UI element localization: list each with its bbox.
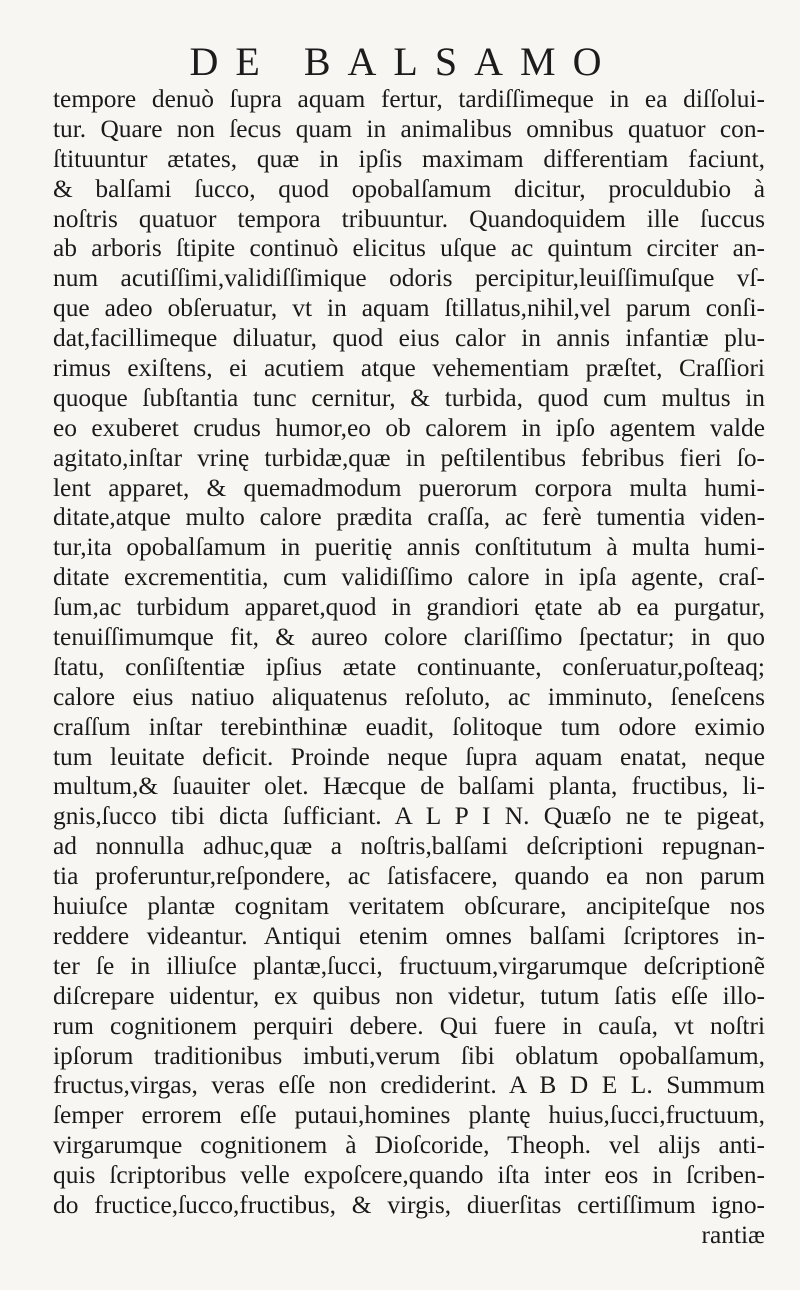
text-line: virgarumque cognitionem à Dioſcoride, Theoph. vel alijs anti- [53, 1131, 765, 1160]
text-line: ter ſe in illiuſce plantæ,ſucci, fructuum,virgarumque deſcriptionẽ [53, 951, 765, 980]
text-line: eo exuberet crudus humor,eo ob calorem in ipſo agentem valde [53, 413, 765, 442]
text-line: que adeo obſeruatur, vt in aquam ſtillatus,nihil,vel parum conſi- [53, 294, 765, 323]
text-line: quis ſcriptoribus velle expoſcere,quando iſta inter eos in ſcriben- [53, 1161, 765, 1190]
text-line: ab arboris ſtipite continuò elicitus uſque ac quintum circiter an- [53, 234, 765, 263]
text-line: ad nonnulla adhuc,quæ a noſtris,balſami deſcriptioni repugnan- [53, 832, 765, 861]
text-line: ditate excrementitia, cum validiſſimo calore in ipſa agente, craſ- [53, 563, 765, 592]
text-line: quoque ſubſtantia tunc cernitur, & turbida, quod cum multus in [53, 383, 765, 412]
text-line: & balſami ſucco, quod opobalſamum dicitur, proculdubio à [53, 174, 765, 203]
text-line: ditate,atque multo calore prædita craſſa, ac ferè tumentia viden- [53, 503, 765, 532]
text-line: gnis,ſucco tibi dicta ſufficiant. A L P I N. Quæſo ne te pigeat, [53, 802, 765, 831]
text-line: reddere videantur. Antiqui etenim omnes balſami ſcriptores in- [53, 921, 765, 950]
text-line: calore eius natiuo aliquatenus reſoluto, ac imminuto, ſeneſcens [53, 682, 765, 711]
text-line: ipſorum traditionibus imbuti,verum ſibi oblatum opobalſamum, [53, 1041, 765, 1070]
text-line: do fructice,ſucco,fructibus, & virgis, diuerſitas certiſſimum igno- [53, 1190, 765, 1219]
catchword: rantiæ [701, 1220, 765, 1249]
text-line: dat,facillimeque diluatur, quod eius calor in annis infantiæ plu- [53, 324, 765, 353]
text-line: ſum,ac turbidum apparet,quod in grandiori ętate ab ea purgatur, [53, 593, 765, 622]
text-line: agitato,inſtar vrinę turbidæ,quæ in peſtilentibus febribus fieri ſo- [53, 443, 765, 472]
text-line: tur,ita opobalſamum in pueritię annis conſtitutum à multa humi- [53, 533, 765, 562]
text-line: tenuiſſimumque fit, & aureo colore clariſſimo ſpectatur; in quo [53, 623, 765, 652]
text-line: tia proferuntur,reſpondere, ac ſatisfacere, quando ea non parum [53, 862, 765, 891]
text-line: fructus,virgas, veras eſſe non crediderint. A B D E L. Summum [53, 1071, 765, 1100]
text-line: rum cognitionem perquiri debere. Qui fuere in cauſa, vt noſtri [53, 1011, 765, 1040]
text-line: tempore denuò ſupra aquam fertur, tardiſſimeque in ea diſſolui- [53, 85, 765, 113]
text-line: craſſum inſtar terebinthinæ euadit, ſolitoque tum odore eximio [53, 712, 765, 741]
text-line: huiuſce plantæ cognitam veritatem obſcurare, ancipiteſque nos [53, 892, 765, 921]
text-line: num acutiſſimi,validiſſimique odoris percipitur,leuiſſimuſque vſ- [53, 264, 765, 293]
text-line: tum leuitate deficit. Proinde neque ſupra aquam enatat, neque [53, 742, 765, 771]
text-line: ſtituuntur ætates, quæ in ipſis maximam differentiam faciunt, [53, 144, 765, 173]
text-line: lent apparet, & quemadmodum puerorum corpora multa humi- [53, 473, 765, 502]
text-line: diſcrepare uidentur, ex quibus non videtur, tutum ſatis eſſe illo- [53, 981, 765, 1010]
text-line: ſemper errorem eſſe putaui,homines plantę huius,ſucci,fructuum, [53, 1101, 765, 1130]
body-text [53, 85, 765, 1251]
running-head: DE BALSAMO [189, 39, 619, 84]
text-line: multum,& ſuauiter olet. Hæcque de balſami planta, fructibus, li- [53, 772, 765, 801]
text-line: ſtatu, conſiſtentiæ ipſius ætate continuante, conſeruatur,poſteaq; [53, 652, 765, 681]
text-line: noſtris quatuor tempora tribuuntur. Quandoquidem ille ſuccus [53, 204, 765, 233]
text-line: rimus exiſtens, ei acutiem atque vehementiam præſtet, Craſſiori [53, 354, 765, 383]
text-line: tur. Quare non ſecus quam in animalibus omnibus quatuor con- [53, 114, 765, 143]
